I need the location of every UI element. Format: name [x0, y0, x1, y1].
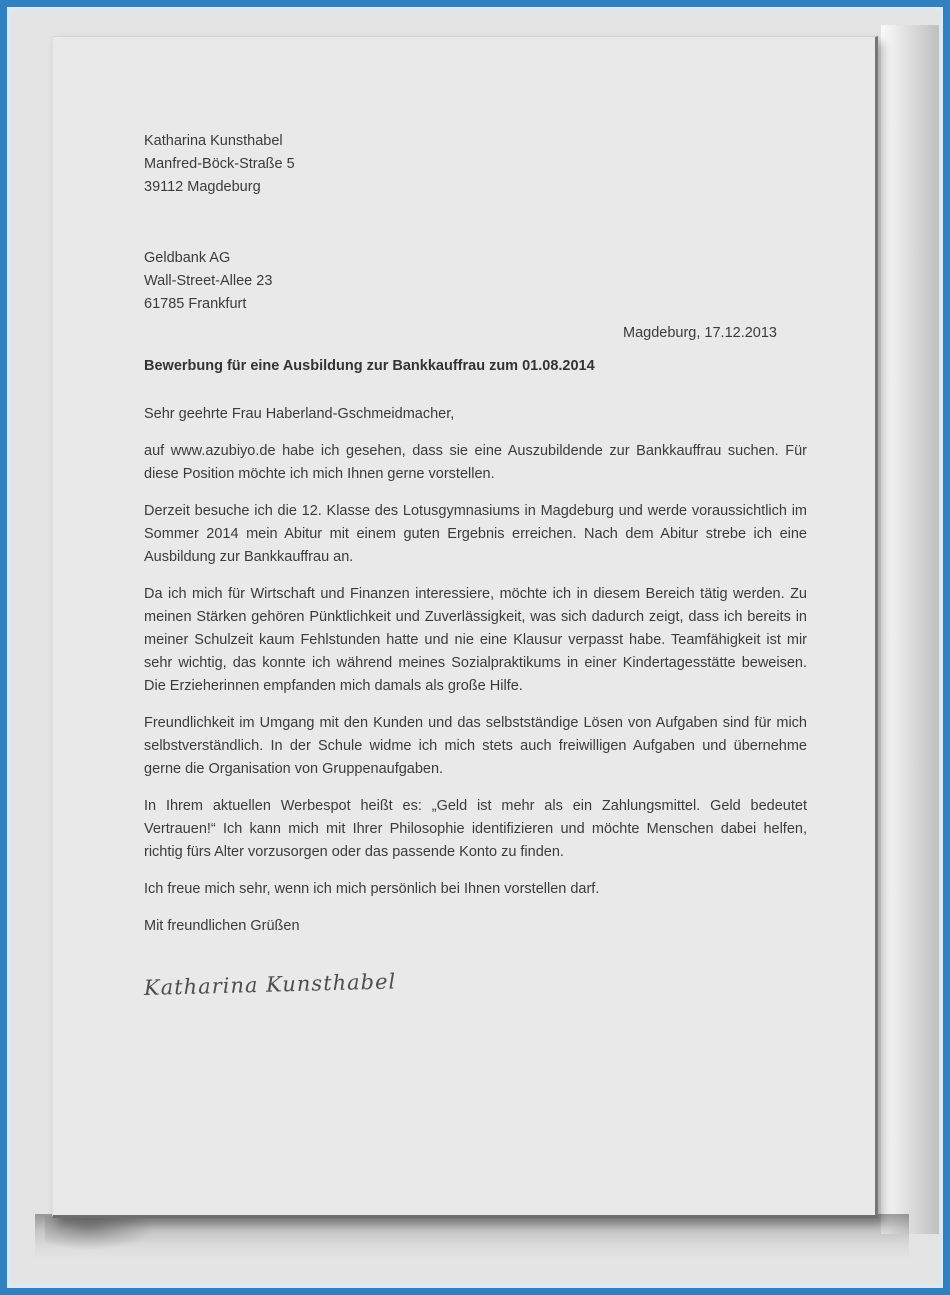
scan-right-shadow — [881, 25, 939, 1234]
date-line: Magdeburg, 17.12.2013 — [623, 325, 777, 341]
body-paragraph-2: Derzeit besuche ich die 12. Klasse des Lotusgymnasiums in Magdeburg und werde voraussichtlich im Sommer 2014 mein Abitur mit einem guten Ergebnis erreichen. Nach dem Abitur strebe ich eine Ausbildung zur Bankkauffrau an. — [144, 503, 807, 565]
recipient-street: Wall-Street-Allee 23 — [144, 273, 273, 289]
closing-phrase: Mit freundlichen Grüßen — [144, 918, 300, 934]
body-paragraph-3: Da ich mich für Wirtschaft und Finanzen interessiere, möchte ich in diesem Bereich tätig werden. Zu meinen Stärken gehören Pünktlichkeit und Zuverlässigkeit, was sich dadurch zeigt, dass ich bereits in meiner Schulzeit kaum Fehlstunden hatte und nie eine Klausur verpasst habe. Teamfähigkeit ist mir sehr wichtig, das konnte ich während meines Sozialpraktikums in einer Kindertagesstätte beweisen. Die Erzieherinnen empfanden mich damals als große Hilfe. — [144, 586, 807, 694]
sender-name: Katharina Kunsthabel — [144, 133, 283, 149]
sender-address — [144, 130, 807, 199]
handwritten-signature: Katharina Kunsthabel — [143, 969, 397, 1000]
recipient-city: 61785 Frankfurt — [144, 296, 247, 312]
sender-street: Manfred-Böck-Straße 5 — [144, 156, 295, 172]
salutation: Sehr geehrte Frau Haberland-Gschmeidmacher, — [144, 406, 455, 422]
recipient-company: Geldbank AG — [144, 250, 231, 266]
body-paragraph-1: auf www.azubiyo.de habe ich gesehen, dass sie eine Auszubildende zur Bankkauffrau suchen. Für diese Position möchte ich mich Ihnen gerne vorstellen. — [144, 443, 807, 482]
letter-page — [52, 36, 878, 1218]
body-paragraph-5: In Ihrem aktuellen Werbespot heißt es: „Geld ist mehr als ein Zahlungsmittel. Geld bedeutet Vertrauen!“ Ich kann mich mit Ihrer Philosophie identifizieren und möchte Menschen dabei helfen, richtig fürs Alter vorzusorgen oder das passende Konto zu finden. — [144, 798, 807, 860]
body-paragraph-4: Freundlichkeit im Umgang mit den Kunden und das selbstständige Lösen von Aufgaben sind für mich selbstverständlich. In der Schule widme ich mich stets auch freiwilligen Aufgaben und übernehme gerne die Organisation von Gruppenaufgaben. — [144, 715, 807, 777]
page-bottom-shadow — [35, 1214, 909, 1260]
sender-city: 39112 Magdeburg — [144, 179, 261, 195]
subject-line: Bewerbung für eine Ausbildung zur Bankkauffrau zum 01.08.2014 — [144, 358, 595, 374]
page-corner-curl-shadow — [45, 1216, 155, 1250]
body-paragraph-6: Ich freue mich sehr, wenn ich mich persönlich bei Ihnen vorstellen darf. — [144, 881, 600, 897]
recipient-address — [144, 247, 807, 316]
scan-backdrop — [11, 11, 939, 1284]
